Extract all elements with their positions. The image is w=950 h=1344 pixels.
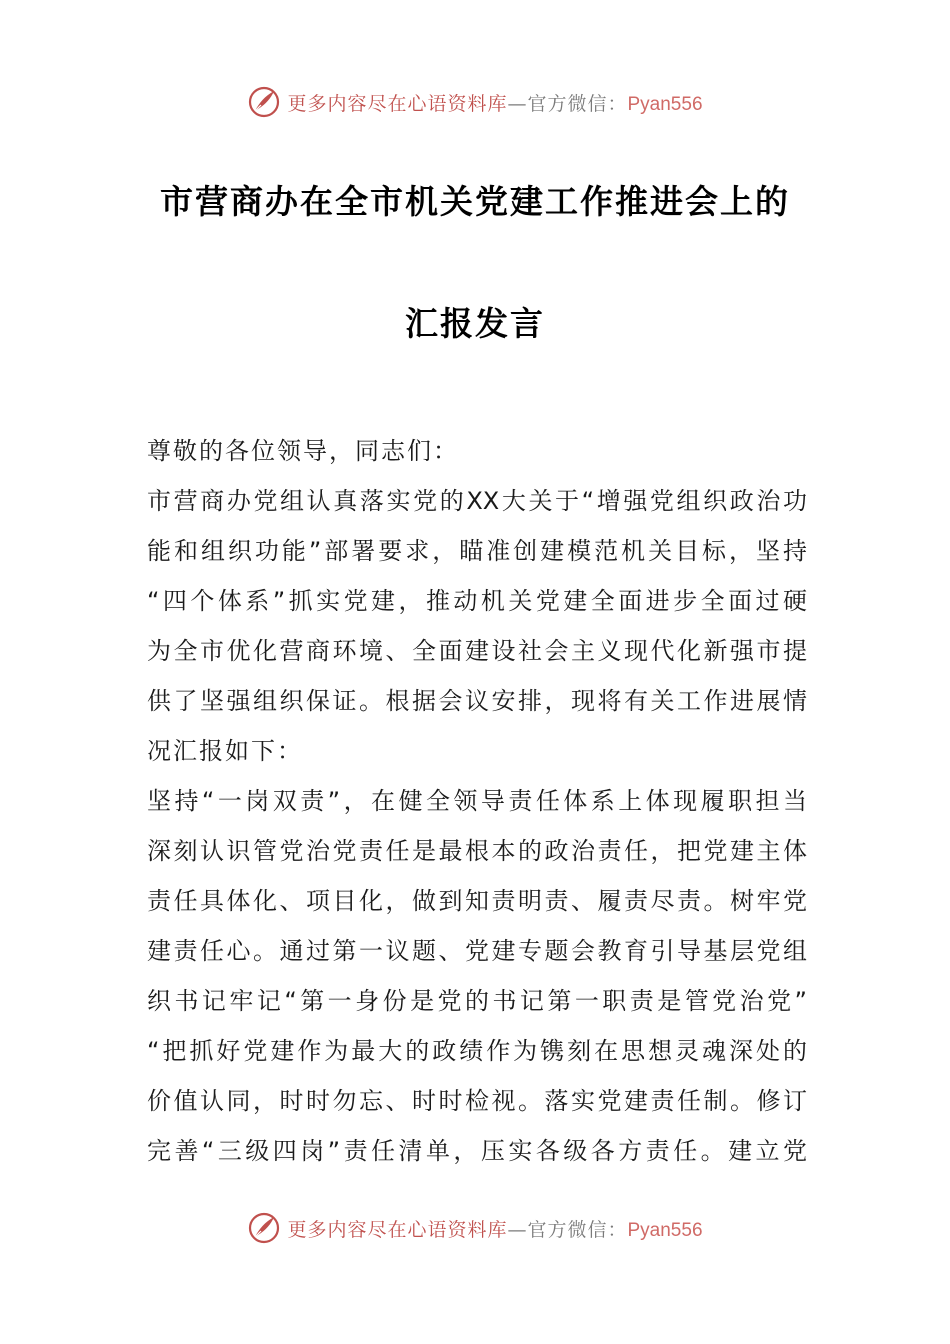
body-line: 能和组织功能”部署要求，瞄准创建模范机关目标，坚持 (147, 537, 807, 565)
watermark-dash: — (507, 1218, 528, 1241)
watermark-wechat-id: Pyan556 (627, 1219, 703, 1241)
body-line: 尊敬的各位领导，同志们： (147, 437, 459, 465)
body-line: “四个体系”抓实党建，推动机关党建全面进步全面过硬 (147, 587, 807, 615)
watermark-dash: — (507, 92, 528, 115)
body-line: 坚持“一岗双责”，在健全领导责任体系上体现履职担当 (147, 787, 807, 815)
watermark-brand: 更多内容尽在心语资料库 (287, 92, 508, 115)
body-line: 供了坚强组织保证。根据会议安排，现将有关工作进展情 (147, 687, 807, 715)
watermark-wechat-label: 官方微信： (527, 1218, 628, 1241)
body-line: 为全市优化营商环境、全面建设社会主义现代化新强市提 (147, 637, 807, 665)
document-title-line-1: 市营商办在全市机关党建工作推进会上的 (160, 182, 790, 221)
watermark-text (287, 1215, 702, 1242)
watermark-text (287, 89, 702, 116)
body-line: 况汇报如下： (147, 737, 303, 765)
header-watermark (0, 82, 950, 122)
body-line: 市营商办党组认真落实党的XX大关于“增强党组织政治功 (147, 487, 807, 515)
watermark-wechat-label: 官方微信： (527, 92, 628, 115)
body-line: 完善“三级四岗”责任清单，压实各级各方责任。建立党 (147, 1137, 807, 1165)
body-line: 价值认同，时时勿忘、时时检视。落实党建责任制。修订 (147, 1087, 807, 1115)
body-line: 建责任心。通过第一议题、党建专题会教育引导基层党组 (147, 937, 807, 965)
watermark-brand: 更多内容尽在心语资料库 (287, 1218, 508, 1241)
quill-logo-icon (247, 1211, 281, 1245)
body-line: “把抓好党建作为最大的政绩作为镌刻在思想灵魂深处的 (147, 1037, 807, 1065)
quill-logo-icon (247, 85, 281, 119)
document-body (147, 426, 807, 1176)
body-line: 深刻认识管党治党责任是最根本的政治责任，把党建主体 (147, 837, 807, 865)
document-title-line-2: 汇报发言 (405, 304, 545, 343)
footer-watermark (0, 1208, 950, 1248)
body-line: 责任具体化、项目化，做到知责明责、履责尽责。树牢党 (147, 887, 807, 915)
body-line: 织书记牢记“第一身份是党的书记第一职责是管党治党” (147, 987, 807, 1015)
watermark-wechat-id: Pyan556 (627, 93, 703, 115)
